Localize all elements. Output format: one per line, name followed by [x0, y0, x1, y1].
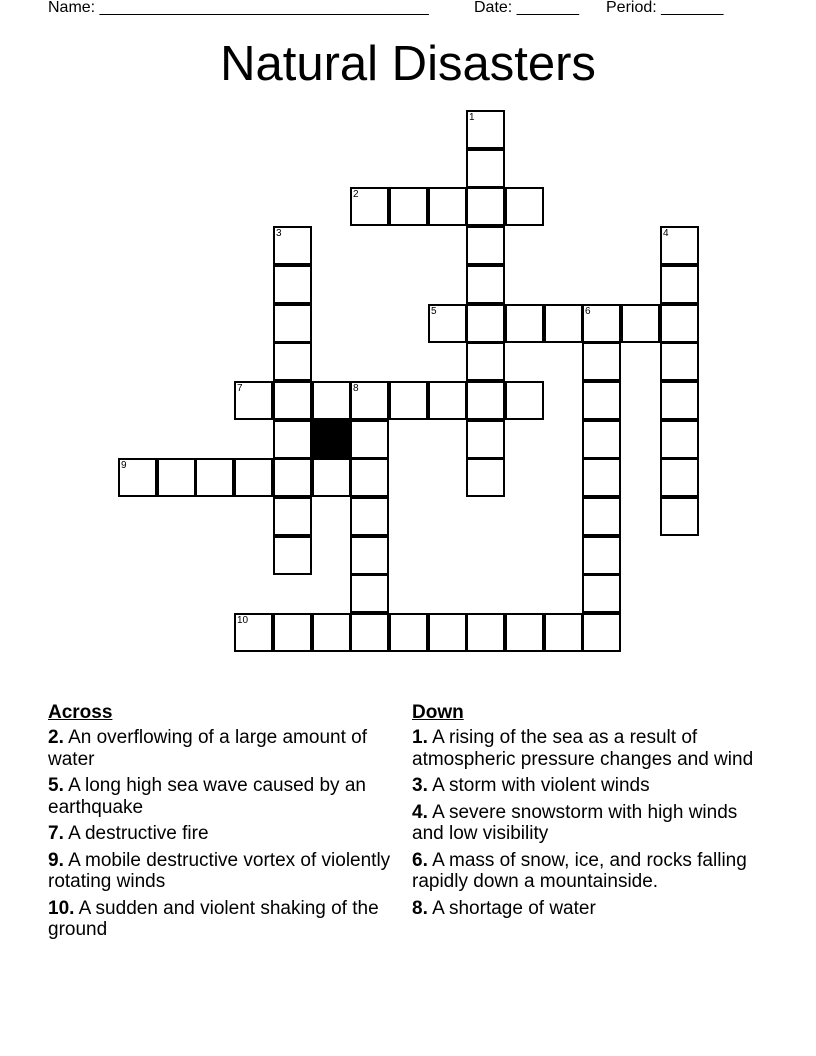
page-title: Natural Disasters	[220, 37, 596, 91]
down-clue	[412, 727, 772, 770]
clue-number-label: 4	[663, 228, 669, 239]
date-field[interactable]: Date: _______	[474, 0, 579, 16]
crossword-cell[interactable]	[389, 381, 428, 420]
crossword-cell[interactable]	[660, 497, 699, 536]
crossword-cell[interactable]	[582, 497, 621, 536]
crossword-cell[interactable]	[273, 265, 312, 304]
clue-text: A destructive fire	[63, 823, 209, 844]
clue-text: A long high sea wave caused by an earthquake	[48, 775, 366, 818]
crossword-cell[interactable]	[660, 265, 699, 304]
crossword-cell[interactable]	[466, 613, 505, 652]
crossword-cell[interactable]	[273, 304, 312, 343]
clue-text: A mass of snow, ice, and rocks falling rapidly down a mountainside.	[412, 849, 747, 892]
clue-text: A sudden and violent shaking of the ground	[48, 897, 379, 940]
clue-text: A severe snowstorm with high winds and low visibility	[412, 801, 738, 844]
crossword-cell[interactable]	[273, 613, 312, 652]
across-clue-list	[48, 727, 393, 941]
clue-number-label: 7	[237, 383, 243, 394]
clue-text: A rising of the sea as a result of atmospheric pressure changes and wind	[412, 727, 754, 770]
crossword-cell[interactable]	[350, 536, 389, 575]
crossword-cell[interactable]	[273, 458, 312, 497]
crossword-cell[interactable]	[466, 187, 505, 226]
clue-number-label: 1	[469, 112, 475, 123]
down-clue-list	[412, 727, 772, 919]
clue-number-label: 3	[276, 228, 282, 239]
across-clue	[48, 727, 393, 770]
crossword-cell[interactable]	[582, 613, 621, 652]
crossword-cell[interactable]	[660, 342, 699, 381]
crossword-cell[interactable]	[505, 613, 544, 652]
crossword-cell[interactable]	[234, 458, 273, 497]
across-clue	[48, 850, 393, 893]
clue-number-label: 2	[353, 189, 359, 200]
down-clue	[412, 775, 772, 797]
crossword-cell[interactable]	[428, 613, 467, 652]
crossword-cell[interactable]	[466, 149, 505, 188]
clue-number: 4.	[412, 801, 428, 823]
crossword-cell[interactable]	[428, 187, 467, 226]
clue-number: 3.	[412, 775, 428, 796]
down-clue	[412, 802, 772, 845]
crossword-cell[interactable]	[350, 613, 389, 652]
crossword-cell[interactable]	[544, 304, 583, 343]
clue-text: An overflowing of a large amount of water	[48, 727, 367, 770]
clue-number: 8.	[412, 897, 428, 919]
crossword-cell[interactable]	[312, 381, 351, 420]
crossword-cell[interactable]	[350, 497, 389, 536]
clue-number-label: 8	[353, 383, 359, 394]
crossword-cell[interactable]	[428, 381, 467, 420]
clue-text: A shortage of water	[427, 897, 596, 919]
clue-number: 5.	[48, 775, 64, 796]
clue-number: 9.	[48, 849, 64, 871]
crossword-cell[interactable]	[582, 574, 621, 613]
period-field[interactable]: Period: _______	[606, 0, 724, 16]
clue-number: 6.	[412, 849, 428, 871]
down-clue	[412, 898, 772, 920]
crossword-cell[interactable]	[466, 381, 505, 420]
clue-number: 1.	[412, 727, 428, 748]
crossword-cell[interactable]	[195, 458, 234, 497]
crossword-cell[interactable]	[582, 342, 621, 381]
black-cell	[312, 420, 351, 459]
crossword-cell[interactable]	[582, 381, 621, 420]
clue-text: A storm with violent winds	[427, 775, 650, 796]
crossword-cell[interactable]	[389, 613, 428, 652]
down-clue	[412, 850, 772, 893]
clue-number: 7.	[48, 823, 64, 844]
crossword-cell[interactable]	[466, 458, 505, 497]
crossword-cell[interactable]	[466, 226, 505, 265]
crossword-cell[interactable]	[582, 458, 621, 497]
crossword-cell[interactable]	[389, 187, 428, 226]
down-heading: Down	[412, 702, 464, 723]
clue-text: A mobile destructive vortex of violently rotating winds	[48, 849, 391, 892]
clue-number-label: 5	[431, 306, 437, 317]
crossword-cell[interactable]	[582, 536, 621, 575]
crossword-cell[interactable]	[544, 613, 583, 652]
crossword-cell[interactable]	[660, 304, 699, 343]
crossword-cell[interactable]	[466, 304, 505, 343]
crossword-cell[interactable]	[466, 342, 505, 381]
crossword-cell[interactable]	[273, 381, 312, 420]
across-heading: Across	[48, 702, 113, 723]
crossword-cell[interactable]	[505, 304, 544, 343]
crossword-cell[interactable]	[582, 420, 621, 459]
crossword-cell[interactable]	[660, 458, 699, 497]
across-clues	[48, 702, 393, 946]
crossword-cell[interactable]	[350, 458, 389, 497]
crossword-cell[interactable]	[312, 613, 351, 652]
across-clue	[48, 898, 393, 941]
crossword-cell[interactable]	[466, 265, 505, 304]
crossword-cell[interactable]	[312, 458, 351, 497]
clue-number: 10.	[48, 897, 75, 919]
crossword-cell[interactable]	[273, 536, 312, 575]
crossword-cell[interactable]	[350, 420, 389, 459]
crossword-cell[interactable]	[350, 574, 389, 613]
crossword-cell[interactable]	[273, 420, 312, 459]
crossword-cell[interactable]	[660, 420, 699, 459]
across-clue	[48, 823, 393, 845]
crossword-cell[interactable]	[621, 304, 660, 343]
clue-number: 2.	[48, 727, 64, 748]
crossword-cell[interactable]	[505, 187, 544, 226]
clue-number-label: 6	[585, 306, 591, 317]
crossword-cell[interactable]	[505, 381, 544, 420]
crossword-cell[interactable]	[273, 342, 312, 381]
across-clue	[48, 775, 393, 818]
crossword-cell[interactable]	[660, 381, 699, 420]
crossword-cell[interactable]	[157, 458, 196, 497]
down-clues	[412, 702, 772, 924]
clue-number-label: 9	[121, 460, 127, 471]
crossword-cell[interactable]	[273, 497, 312, 536]
clue-number-label: 10	[237, 615, 249, 626]
crossword-cell[interactable]	[466, 420, 505, 459]
name-field[interactable]: Name: _____________________________________	[48, 0, 429, 16]
